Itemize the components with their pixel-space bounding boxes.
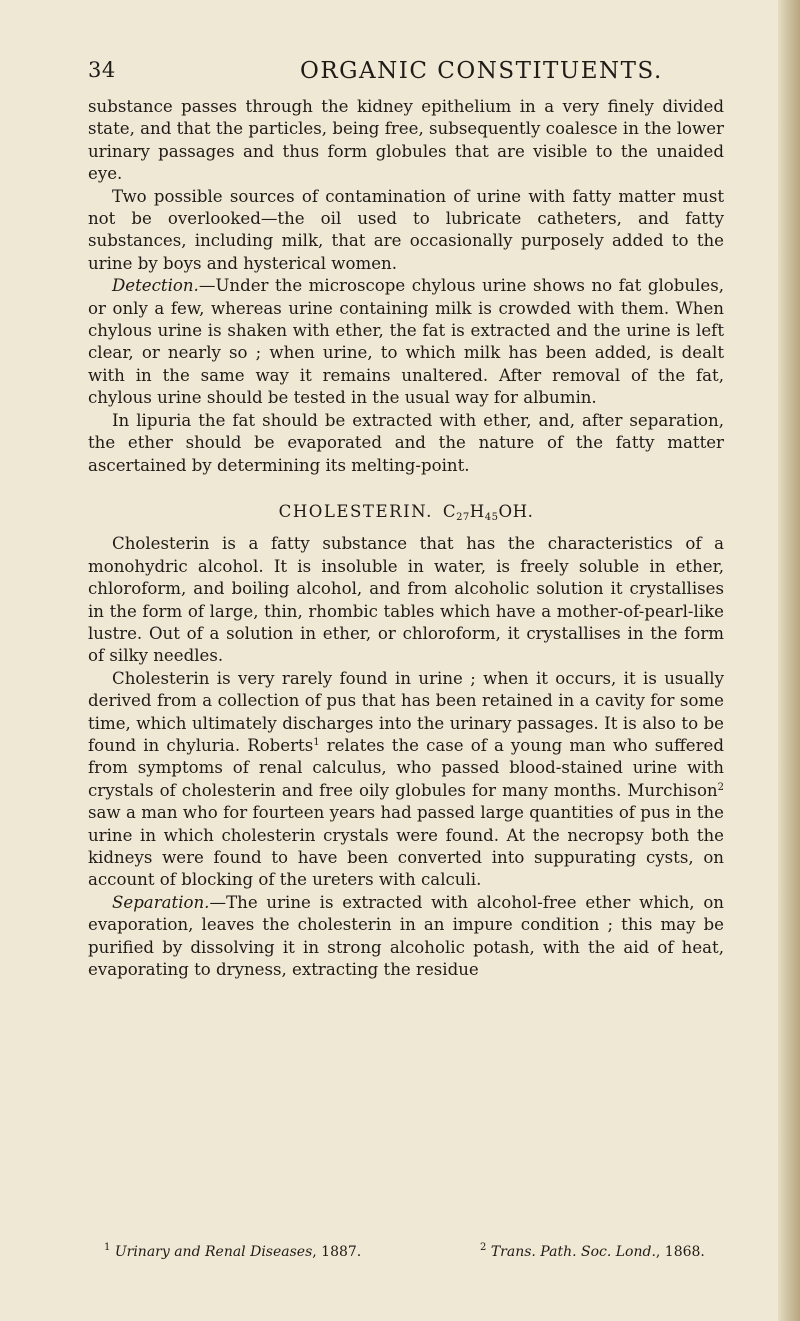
- footnote-1-year: , 1887.: [312, 1244, 362, 1260]
- paragraph-separation: [88, 892, 724, 982]
- paragraph-contamination: Two possible sources of contamination of urine with fatty matter must not be overlooked—the oil used to lubricate catheters, and fatty substances, including milk, that are occasionally purposely added to the urine by boys and hysterical women.: [88, 186, 724, 273]
- formula-h: H: [469, 501, 485, 521]
- formula-c-sub: 27: [456, 511, 470, 523]
- occurrence-text-b: relates the case of a young man who suffered from symptoms of renal calculus, who passed blood-stained urine with crystals of cholesterin and free oily globules for many months. Murchison: [88, 735, 724, 800]
- paragraph-cholesterin-properties: Cholesterin is a fatty substance that has the characteristics of a monohydric alcohol. It is insoluble in water, is freely soluble in ether, chloroform, and boiling alcohol, and from alcoholic solution it crystallises in the form of large, thin, rhombic tables which have a mother-of-pearl-like lustre. Out of a solution in ether, or chloroform, it crystallises in the form of silky needles.: [88, 534, 724, 666]
- occurrence-text-c: saw a man who for fourteen years had passed large quantities of pus in the urine in which cholesterin crystals were found. At the necropsy both the kidneys were found to have been converted into suppurating cysts, on account of blocking of the ureters with calculi.: [88, 803, 724, 890]
- footnote-1-mark: 1: [104, 1242, 111, 1253]
- runin-heading-separation: Separation.: [112, 892, 210, 912]
- chemical-formula: [443, 502, 534, 521]
- paragraph-detection-text: —Under the microscope chylous urine shows no fat globules, or only a few, whereas urine containing milk is crowded with them. When chylous urine is shaken with ether, the fat is extracted and the urine is left clear, or nearly so ; when urine, to which milk has been added, is dealt with in the same way it remains unaltered. After removal of the fat, chylous urine should be tested in the usual way for albumin.: [88, 276, 724, 408]
- paragraph-cholesterin-occurrence: [88, 668, 724, 892]
- footnote-1-title: Urinary and Renal Diseases: [114, 1244, 313, 1260]
- footnote-2-mark: 2: [480, 1242, 487, 1253]
- paragraph-separation-text: —The urine is extracted with alcohol-free ether which, on evaporation, leaves the cholesterin in an impure condition ; this may be purified by dissolving it in strong alcoholic potash, with the aid of heat, evaporating to dryness, extracting the residue: [88, 892, 724, 980]
- paragraph-lipuria: In lipuria the fat should be extracted with ether, and, after separation, the ether should be evaporated and the nature of the fatty matter ascertained by determining its melting-point.: [88, 410, 724, 475]
- footnote-2: [480, 1243, 705, 1261]
- footnote-2-year: , 1868.: [655, 1244, 705, 1260]
- formula-oh: OH.: [498, 501, 534, 521]
- paragraph-detection: [88, 275, 724, 409]
- section-heading: [88, 501, 724, 523]
- footnote-ref-2: 2: [717, 781, 724, 793]
- running-head: [0, 58, 778, 92]
- formula-c: C: [442, 501, 457, 521]
- footnote-1: [104, 1243, 361, 1261]
- body-text: [88, 96, 724, 981]
- running-title: ORGANIC CONSTITUENTS.: [300, 58, 663, 84]
- book-page-edge: [778, 0, 800, 1321]
- formula-h-sub: 45: [484, 511, 499, 523]
- runin-heading-detection: Detection.: [112, 276, 199, 296]
- section-title: CHOLESTERIN.: [278, 501, 433, 521]
- occurrence-text-a: Cholesterin is very rarely found in urine ; when it occurs, it is usually derived from a collection of pus that has been retained in a cavity for some time, which ultimately discharges into the urinary passages. It is also to be found in chyluria. Roberts: [88, 668, 724, 755]
- page-number: 34: [88, 58, 116, 82]
- footnote-ref-1: 1: [313, 736, 320, 748]
- footnote-2-title: Trans. Path. Soc. Lond.: [490, 1244, 656, 1260]
- paragraph-continuation: substance passes through the kidney epithelium in a very finely divided state, and that the particles, being free, subsequently coalesce in the lower urinary passages and thus form globules that are visible to the unaided eye.: [88, 97, 724, 184]
